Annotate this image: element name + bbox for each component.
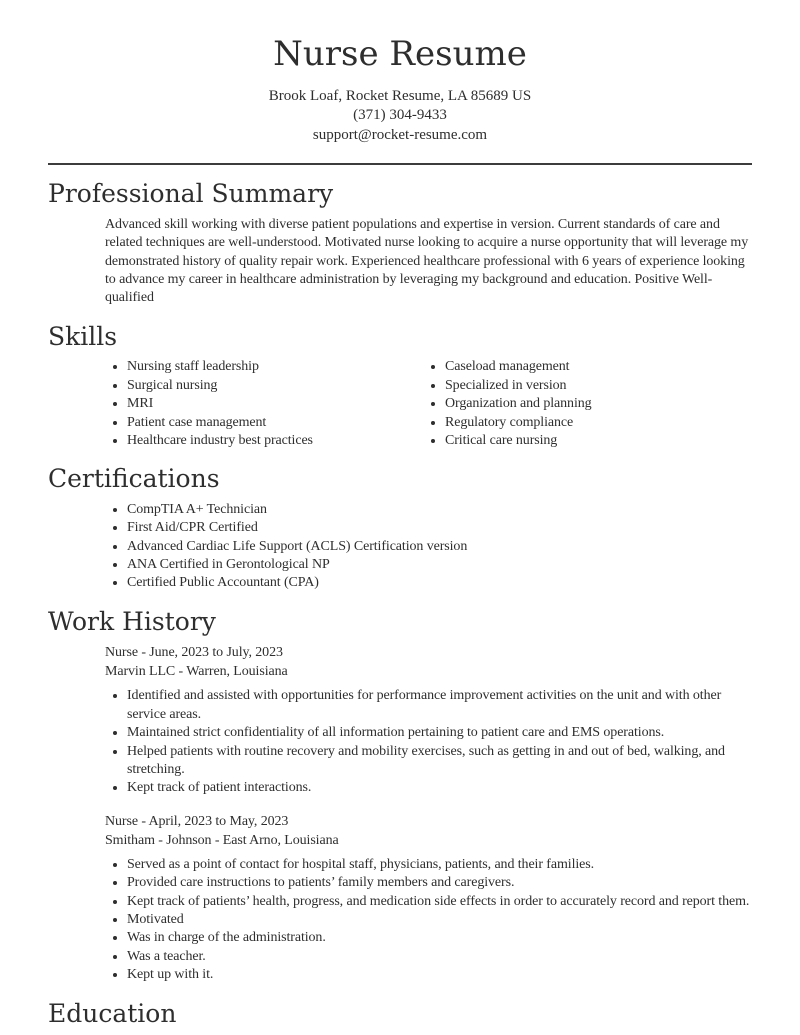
summary-text: Advanced skill working with diverse patient populations and expertise in version. Current standards of care and related techniques are well-understood. Motivated nurse looking to acquire a nurse opportunity that will leverage my demonstrated history of quality repair work. Experienced healthcare professional with 6 years of experience looking to advance my career in healthcare administration by leveraging my background and education. Positive Well-qualified [105,216,749,306]
job-bullet: • Served as a point of contact for hospital staff, physicians, patients, and their families. [127,856,752,874]
certification-item: • Certified Public Accountant (CPA) [127,574,752,592]
skills-columns [48,358,752,450]
skill-item: • Critical care nursing [445,432,592,450]
job-company-line: Smitham - Johnson - East Arno, Louisiana [105,832,339,848]
certification-item: • CompTIA A+ Technician [127,501,752,519]
resume-header [48,34,752,145]
section-heading-professional-summary: Professional Summary [48,179,334,209]
skill-item: • Regulatory compliance [445,414,592,432]
skill-item: • Healthcare industry best practices [127,432,366,450]
job-entry [48,812,752,985]
section-heading-skills: Skills [48,321,118,351]
skills-column-right [366,358,592,450]
job-bullet: • Identified and assisted with opportunities for performance improvement activities on the unit and with other service areas. [127,687,752,724]
job-bullet: • Kept up with it. [127,966,752,984]
contact-info [48,87,752,146]
job-header [105,812,752,850]
job-list [48,643,752,984]
job-header [105,643,752,681]
job-company-line: Marvin LLC - Warren, Louisiana [105,664,288,680]
job-bullet: • Kept track of patients’ health, progress, and medication side effects in order to accurately record and report them. [127,893,752,911]
header-divider [48,163,752,165]
contact-address: Brook Loaf, Rocket Resume, LA 85689 US [268,87,532,104]
section-skills [48,322,752,451]
job-bullet: • Provided care instructions to patients’ family members and caregivers. [127,874,752,892]
certification-item: • ANA Certified in Gerontological NP [127,556,752,574]
job-title-line: Nurse - June, 2023 to July, 2023 [105,645,283,661]
section-professional-summary [48,179,752,308]
job-entry [48,643,752,797]
contact-email: support@rocket-resume.com [312,126,488,143]
certifications-list [48,501,752,593]
section-heading-education: Education [48,998,177,1028]
skill-item: • Specialized in version [445,377,592,395]
section-education [48,999,752,1030]
skill-item: • Organization and planning [445,395,592,413]
skill-item: • Patient case management [127,414,366,432]
section-certifications [48,464,752,593]
job-bullet-list [48,687,752,797]
skill-item: • MRI [127,395,366,413]
skill-item: • Surgical nursing [127,377,366,395]
certification-item: • First Aid/CPR Certified [127,519,752,537]
certification-item: • Advanced Cardiac Life Support (ACLS) Certification version [127,538,752,556]
section-heading-work-history: Work History [48,606,216,636]
job-bullet-list [48,856,752,985]
contact-phone: (371) 304-9433 [353,107,447,124]
section-work-history [48,607,752,985]
job-bullet: • Maintained strict confidentiality of all information pertaining to patient care and EMS operations. [127,724,752,742]
job-bullet: • Motivated [127,911,752,929]
skills-column-left [48,358,366,450]
skill-item: • Caseload management [445,358,592,376]
job-title-line: Nurse - April, 2023 to May, 2023 [105,813,289,829]
section-heading-certifications: Certifications [48,464,220,494]
resume-title: Nurse Resume [273,34,527,74]
job-bullet: • Helped patients with routine recovery and mobility exercises, such as getting in and out of bed, walking, and stretching. [127,743,752,780]
job-bullet: • Was a teacher. [127,948,752,966]
skill-item: • Nursing staff leadership [127,358,366,376]
job-bullet: • Kept track of patient interactions. [127,779,752,797]
job-bullet: • Was in charge of the administration. [127,929,752,947]
